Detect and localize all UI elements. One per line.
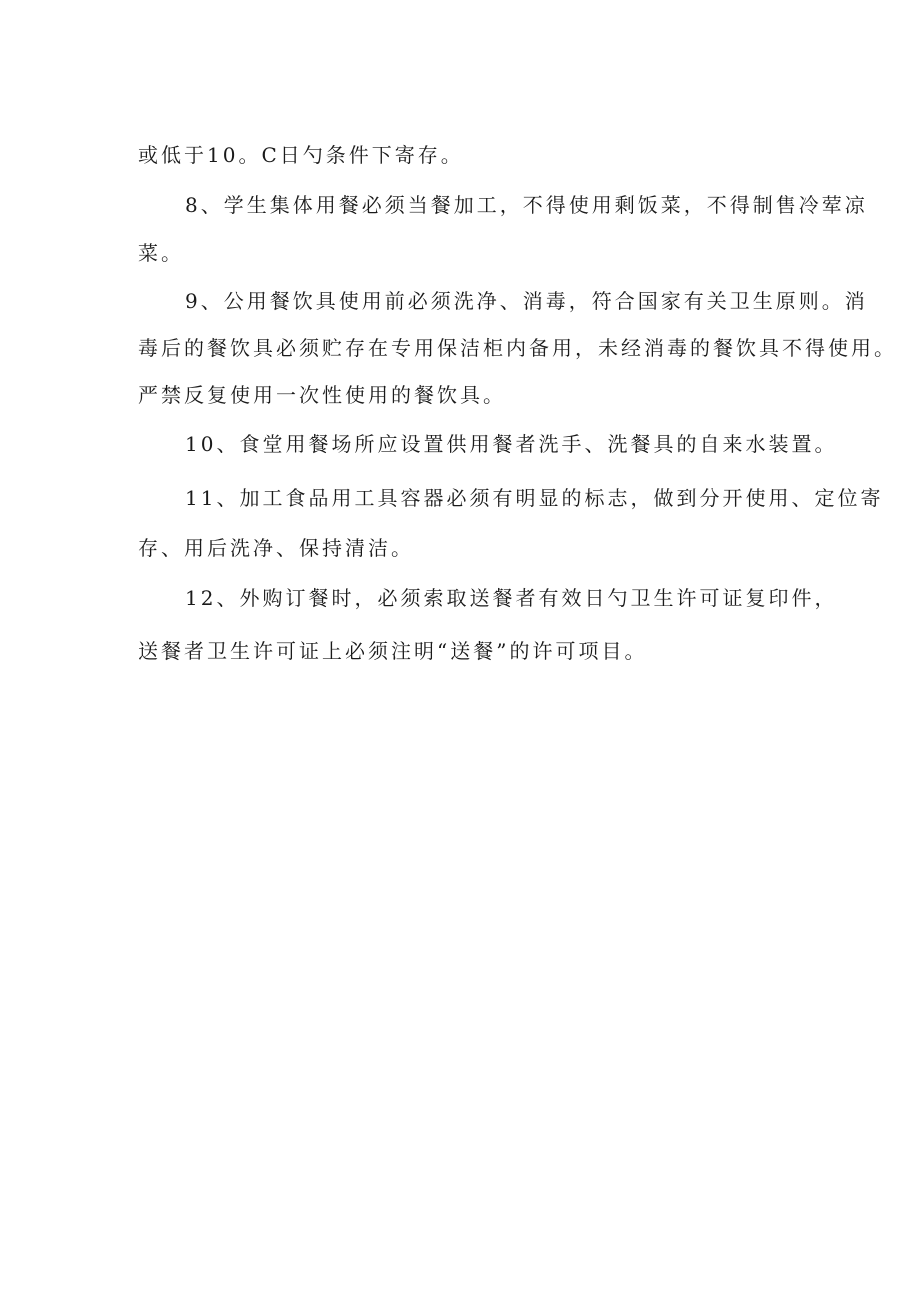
item-12-line-2: 送餐者卫生许可证上必须注明“送餐”的许可项目。 — [138, 639, 648, 663]
item-9-line-3: 严禁反复使用一次性使用的餐饮具。 — [138, 383, 506, 407]
text-line-1: 或低于10。C日勺条件下寄存。 — [138, 143, 464, 167]
item-8-line-2: 菜。 — [138, 241, 184, 265]
item-9-line-2: 毒后的餐饮具必须贮存在专用保洁柜内备用，未经消毒的餐饮具不得使用。 — [138, 336, 897, 360]
item-10-line-1: 10、食堂用餐场所应设置供用餐者洗手、洗餐具的自来水装置。 — [185, 432, 838, 456]
item-11-line-1: 11、加工食品用工具容器必须有明显的标志，做到分开使用、定位寄 — [185, 486, 884, 510]
item-8-line-1: 8、学生集体用餐必须当餐加工，不得使用剩饭菜，不得制售冷荤凉 — [185, 193, 868, 217]
item-9-line-1: 9、公用餐饮具使用前必须洗净、消毒，符合国家有关卫生原则。消 — [185, 289, 868, 313]
item-11-line-2: 存、用后洗净、保持清洁。 — [138, 536, 414, 560]
item-12-line-1: 12、外购订餐时，必须索取送餐者有效日勺卫生许可证复印件， — [185, 586, 838, 610]
